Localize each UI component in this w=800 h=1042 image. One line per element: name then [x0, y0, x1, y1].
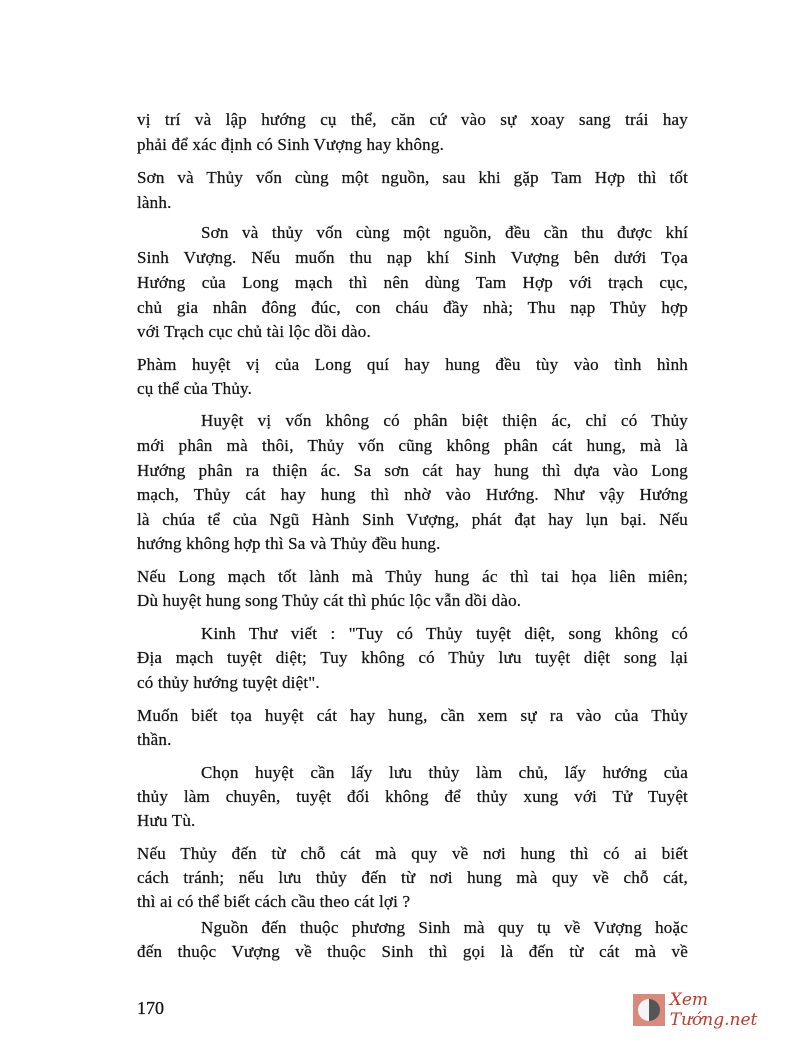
text-line: vị trí và lập hướng cụ thể, căn cứ vào sự xoay sang trái hay	[137, 110, 688, 129]
text-line: Chọn huyệt cần lấy lưu thủy làm chủ, lấy hướng của	[201, 763, 688, 782]
text-line: Huyệt vị vốn không có phân biệt thiện ác, chỉ có Thủy	[201, 411, 688, 430]
text-line: đến thuộc Vượng về thuộc Sinh thì gọi là đến từ cát mà về	[137, 942, 688, 961]
text-line: lành.	[137, 193, 172, 212]
text-line: Sơn và thủy vốn cùng một nguồn, đều cần thu được khí	[201, 223, 688, 242]
watermark-logo	[633, 990, 800, 1030]
watermark-text: Xem Tướng.net	[669, 990, 758, 1030]
text-line: Hướng phân ra thiện ác. Sa sơn cát hay hung thì dựa vào Long	[137, 461, 688, 480]
text-line: mới phân mà thôi, Thủy vốn cũng không phân cát hung, mà là	[137, 436, 688, 455]
text-line: mạch, Thủy cát hay hung thì nhờ vào Hướng. Như vậy Hướng	[137, 485, 688, 504]
text-line: thần.	[137, 730, 172, 749]
text-line: Hướng của Long mạch thì nên dùng Tam Hợp với trạch cục,	[137, 273, 688, 292]
text-line: Nếu Thủy đến từ chỗ cát mà quy về nơi hung thì có ai biết	[137, 844, 688, 863]
text-line: chủ gia nhân đông đúc, con cháu đầy nhà; Thu nạp Thủy hợp	[137, 298, 688, 317]
text-line: với Trạch cục chủ tài lộc dồi dào.	[137, 322, 371, 341]
text-line: Địa mạch tuyệt diệt; Tuy không có Thủy lưu tuyệt diệt song lại	[137, 648, 688, 667]
text-line: Phàm huyệt vị của Long quí hay hung đều tùy vào tình hình	[137, 355, 688, 374]
text-line: có thủy hướng tuyệt diệt".	[137, 673, 320, 692]
text-line: cách tránh; nếu lưu thủy đến từ nơi hung mà quy về chỗ cát,	[137, 868, 688, 887]
text-line: cụ thể của Thủy.	[137, 379, 253, 398]
text-line: Sơn và Thủy vốn cùng một nguồn, sau khi gặp Tam Hợp thì tốt	[137, 168, 688, 187]
text-line: thủy làm chuyên, tuyệt đối không để thủy xung với Tử Tuyệt	[137, 787, 688, 806]
text-line: là chúa tể của Ngũ Hành Sinh Vượng, phát đạt hay lụn bại. Nếu	[137, 510, 688, 529]
text-line: hướng không hợp thì Sa và Thủy đều hung.	[137, 534, 441, 553]
text-line: Hưu Tù.	[137, 811, 196, 830]
yin-yang-icon	[633, 994, 665, 1026]
text-line: phải để xác định có Sinh Vượng hay không.	[137, 135, 445, 154]
text-line: thì ai có thể biết cách cầu theo cát lợi ?	[137, 892, 411, 911]
text-line: Kinh Thư viết : "Tuy có Thủy tuyệt diệt, song không có	[201, 624, 688, 643]
text-line: Muốn biết tọa huyệt cát hay hung, cần xem sự ra vào của Thủy	[137, 706, 688, 725]
text-line: Dù huyệt hung song Thủy cát thì phúc lộc vẫn dồi dào.	[137, 591, 522, 610]
text-line: Nếu Long mạch tốt lành mà Thủy hung ác thì tai họa liên miên;	[137, 567, 688, 586]
page-number: 170	[137, 998, 164, 1018]
text-line: Sinh Vượng. Nếu muốn thu nạp khí Sinh Vượng bên dưới Tọa	[137, 248, 688, 267]
text-line: Nguồn đến thuộc phương Sinh mà quy tụ về Vượng hoặc	[201, 918, 688, 937]
